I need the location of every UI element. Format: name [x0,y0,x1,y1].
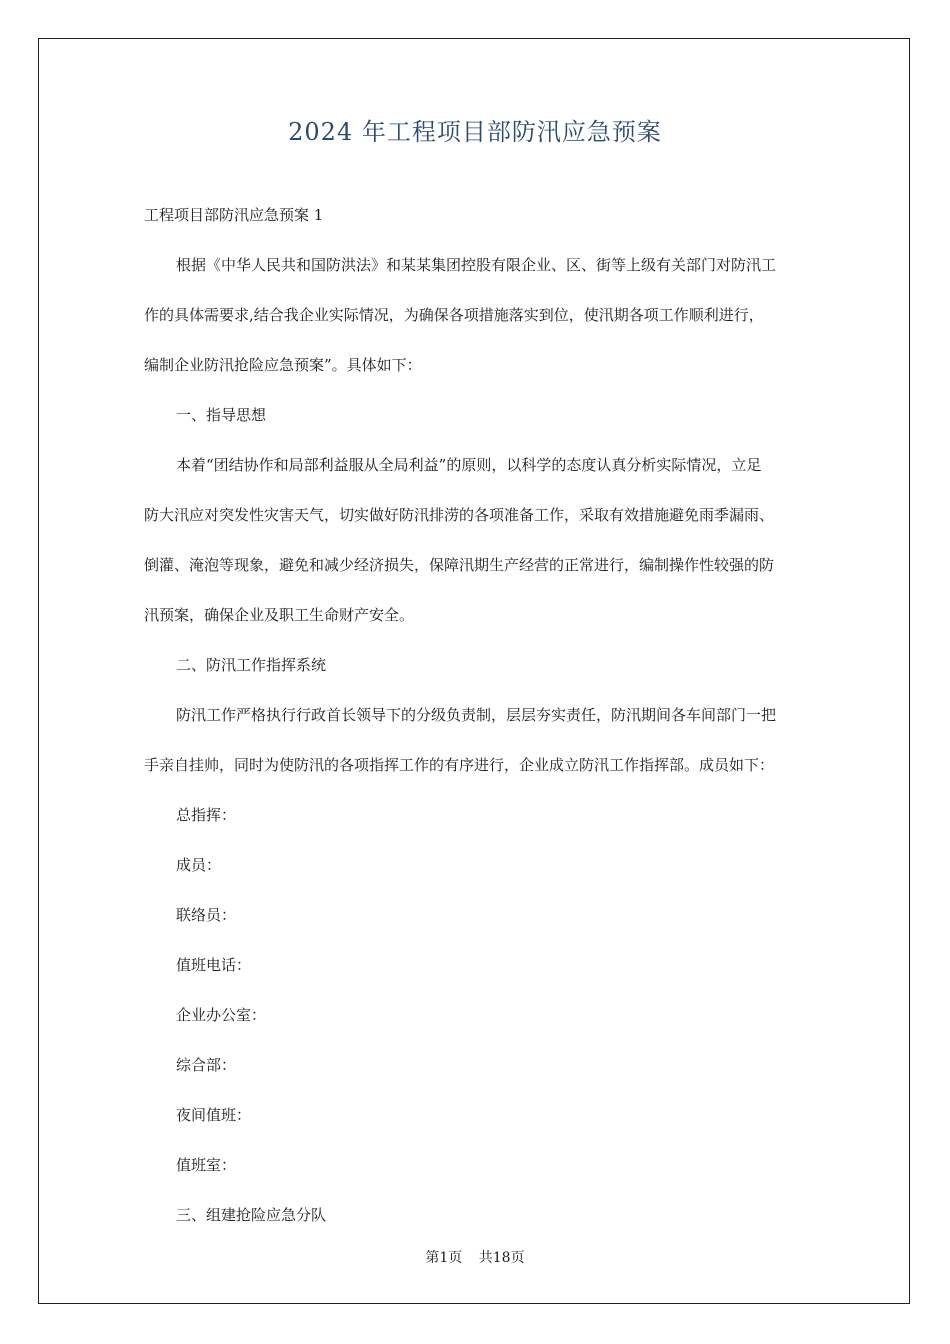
text-line: 二、防汛工作指挥系统 [176,656,327,674]
text-line: 倒灌、淹泡等现象，避免和减少经济损失，保障汛期生产经营的正常进行，编制操作性较强的防 [144,556,775,574]
text-line: 联络员： [176,906,237,924]
text-line: 值班电话： [176,956,252,974]
text-line: 作的具体需要求,结合我企业实际情况，为确保各项措施落实到位，使汛期各项工作顺利进行， [144,306,764,324]
text-line: 防汛工作严格执行行政首长领导下的分级负责制，层层夯实责任，防汛期间各车间部门一把 [176,706,777,724]
text-line: 总指挥： [176,806,237,824]
text-line: 综合部： [176,1056,237,1074]
document-body [144,200,808,1250]
text-line: 成员： [176,856,222,874]
text-line: 值班室： [176,1156,237,1174]
document-title: 2024 年工程项目部防汛应急预案 [288,118,662,146]
page-total: 共18页 [478,1250,525,1266]
text-line: 一、指导思想 [176,406,267,424]
text-line: 三、组建抢险应急分队 [176,1206,327,1224]
text-line: 防大汛应对突发性灾害天气，切实做好防汛排涝的各项准备工作，采取有效措施避免雨季漏雨、 [144,506,775,524]
section-heading: 工程项目部防汛应急预案 1 [144,206,324,224]
text-line: 根据《中华人民共和国防洪法》和某某集团控股有限企业、区、街等上级有关部门对防汛工 [176,256,777,274]
paragraph-lines [144,250,808,1250]
text-line: 汛预案，确保企业及职工生命财产安全。 [144,606,415,624]
text-line: 编制企业防汛抢险应急预案”。具体如下： [144,356,422,374]
text-line: 手亲自挂帅，同时为使防汛的各项指挥工作的有序进行，企业成立防汛工作指挥部。成员如下： [144,756,775,774]
page-number: 第1页 [425,1250,463,1266]
text-line: 夜间值班： [176,1106,252,1124]
text-line: 企业办公室： [176,1006,267,1024]
text-line: 本着“团结协作和局部利益服从全局利益”的原则，以科学的态度认真分析实际情况，立足 [176,456,762,474]
page-footer [0,1247,950,1267]
